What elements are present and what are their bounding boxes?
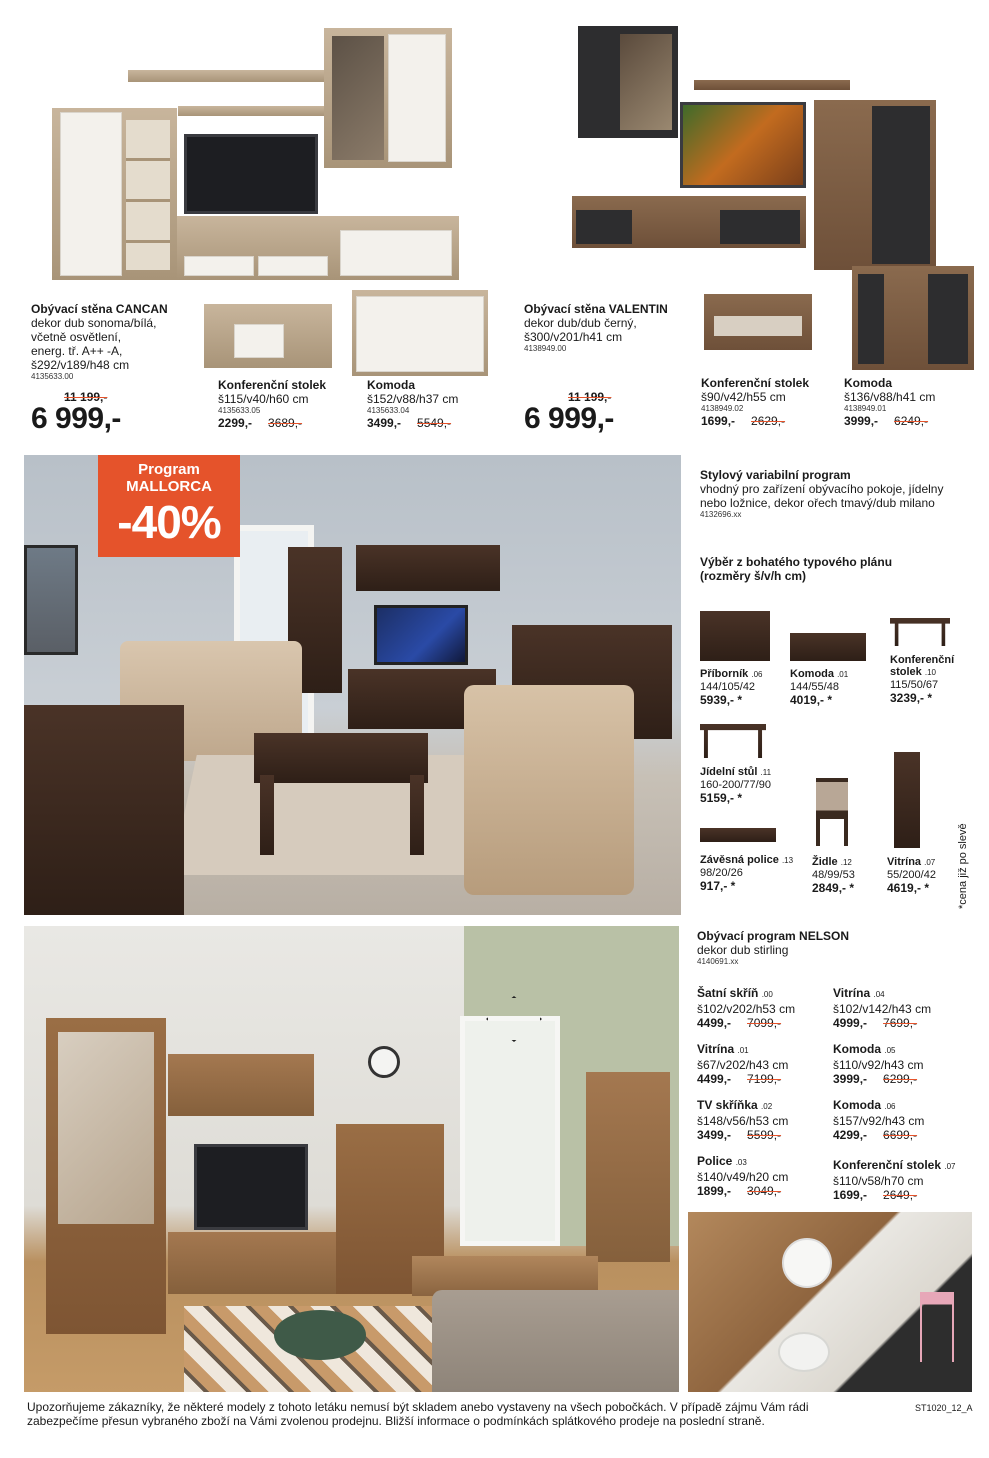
mallorca-coffee-table [254, 733, 428, 783]
valentin-wall-shelf [694, 80, 850, 90]
nelson-window [460, 1016, 560, 1246]
cancan-bench-door [340, 230, 452, 276]
cancan-code: 4135633.00 [31, 372, 74, 381]
valentin-table-name: Konferenční stolek [701, 376, 810, 390]
valentin-wall-image [570, 24, 970, 274]
cancan-table-price: 2299,- [218, 416, 253, 430]
cancan-desc-1: dekor dub sonoma/bílá, [31, 316, 157, 330]
mallorca-front-dresser [24, 705, 184, 915]
cancan-dresser-prices [367, 416, 507, 430]
mallorca-item-name: Židle .12 [812, 856, 852, 868]
cancan-wall-image [52, 20, 460, 282]
mallorca-item-price: 3239,- * [890, 691, 933, 705]
mallorca-item-1 [790, 668, 880, 707]
cancan-dresser-dims: š152/v88/h37 cm [367, 392, 459, 406]
mallorca-item-price: 5939,- * [700, 693, 743, 707]
mallorca-badge-line-1: Program [138, 461, 200, 478]
nelson-item-dims: š148/v56/h53 cm [697, 1114, 789, 1128]
valentin-table-prices [701, 414, 841, 428]
valentin-dresser-old-price: 6249,- [894, 414, 929, 428]
mallorca-table-leg-2 [410, 775, 424, 855]
mallorca-tv [374, 605, 468, 665]
cancan-left-door [60, 112, 122, 276]
nelson-pouf [274, 1310, 366, 1360]
cancan-table-name: Konferenční stolek [218, 378, 327, 392]
nelson-item-prices: 4499,- 7099,- [697, 1016, 782, 1030]
nelson-item-5 [833, 1098, 973, 1142]
nelson-item-prices: 4999,- 7699,- [833, 1016, 918, 1030]
nelson-item-prices: 3999,- 6299,- [833, 1072, 918, 1086]
mallorca-item-4 [700, 854, 810, 893]
nelson-detail-photo [688, 1212, 972, 1392]
mallorca-item-6 [887, 856, 957, 895]
nelson-desc: dekor dub stirling [697, 943, 789, 957]
cancan-table-old-price: 3689,- [268, 416, 303, 430]
nelson-tv [194, 1144, 308, 1230]
valentin-glass-door [620, 34, 672, 130]
mallorca-item-image-komoda [790, 633, 866, 661]
mallorca-item-image-stolek [890, 618, 950, 646]
nelson-item-prices: 3499,- 5599,- [697, 1128, 782, 1142]
valentin-table-shelf [714, 316, 802, 336]
mallorca-item-dims: 144/105/42 [700, 681, 756, 693]
nelson-item-name: Vitrína .01 [697, 1042, 749, 1056]
mallorca-item-dims: 160-200/77/90 [700, 779, 771, 791]
mallorca-item-dims: 98/20/26 [700, 867, 743, 879]
mallorca-item-price: 2849,- * [812, 881, 855, 895]
nelson-detail-bowls [778, 1332, 830, 1372]
mallorca-item-name: Vitrína .07 [887, 856, 936, 868]
mallorca-info [700, 468, 980, 520]
mallorca-item-name-2: stolek .10 [890, 666, 936, 678]
valentin-table-price: 1699,- [701, 414, 736, 428]
mallorca-item-dims: 48/99/53 [812, 869, 855, 881]
valentin-table-old-price: 2629,- [751, 414, 786, 428]
nelson-item-prices: 4299,- 6699,- [833, 1128, 918, 1142]
nelson-tv-bench [168, 1232, 352, 1294]
nelson-wall-clock [368, 1046, 400, 1078]
cancan-books [126, 120, 170, 270]
valentin-dresser-name: Komoda [844, 376, 892, 390]
nelson-item-dims: š110/v58/h70 cm [833, 1174, 924, 1188]
nelson-item-3 [833, 1042, 973, 1086]
nelson-sofa [432, 1290, 679, 1392]
mallorca-choose-1: Výběr z bohatého typového plánu [700, 555, 893, 569]
mallorca-item-image-zidle [816, 778, 848, 846]
mallorca-item-price: 917,- * [700, 879, 736, 893]
cancan-glass-door [332, 36, 384, 160]
cancan-table-info [218, 378, 358, 430]
mallorca-code: 4132696.xx [700, 510, 742, 519]
nelson-item-name: TV skříňka .02 [697, 1098, 773, 1112]
nelson-item-dims: š102/v142/h43 cm [833, 1002, 932, 1016]
mallorca-item-price: 5159,- * [700, 791, 743, 805]
valentin-price: 6 999,- [524, 402, 614, 435]
valentin-table-info [701, 376, 841, 428]
cancan-dresser-image [352, 290, 488, 376]
valentin-bench-door-1 [576, 210, 632, 244]
valentin-old-price: 11 199,- [568, 390, 612, 404]
nelson-item-dims: š140/v49/h20 cm [697, 1170, 789, 1184]
nelson-vitrina-left-glass [58, 1032, 154, 1224]
valentin-name: Obývací stěna VALENTIN [524, 302, 668, 316]
nelson-item-dims: š157/v92/h43 cm [833, 1114, 925, 1128]
footer-line-1: Upozorňujeme zákazníky, že některé modely z tohoto letáku nemusí být skladem anebo vystaveny na všech pobočkách. V případě zájmu Vám rádi [27, 1400, 809, 1414]
nelson-wardrobe [586, 1072, 670, 1262]
cancan-mid-shelf [178, 106, 328, 116]
mallorca-price-note: *cena již po slevě [957, 823, 969, 909]
nelson-room-photo [24, 926, 679, 1392]
mallorca-desc-1: vhodný pro zařízení obývacího pokoje, jídelny [700, 482, 944, 496]
nelson-code: 4140691.xx [697, 957, 739, 966]
mallorca-item-image-vitrina [894, 752, 920, 848]
valentin-dresser-door-1 [858, 274, 884, 364]
valentin-dresser-door-2 [928, 274, 968, 364]
valentin-dresser-code: 4138949.01 [844, 404, 887, 413]
mallorca-item-0 [700, 668, 790, 707]
cancan-cabinet-door [388, 34, 446, 162]
nelson-item-prices: 4499,- 7199,- [697, 1072, 782, 1086]
mallorca-item-name: Konferenční [890, 654, 955, 666]
valentin-dresser-prices [844, 414, 984, 428]
valentin-table-dims: š90/v42/h55 cm [701, 390, 786, 404]
cancan-dresser-old-price: 5549,- [417, 416, 452, 430]
mallorca-item-image-priborn [700, 611, 770, 661]
nelson-title: Obývací program NELSON [697, 929, 850, 943]
nelson-item-dims: š67/v202/h43 cm [697, 1058, 789, 1072]
mallorca-wall-picture [24, 545, 78, 655]
nelson-item-name: Komoda .05 [833, 1042, 896, 1056]
nelson-item-prices: 1899,- 3049,- [697, 1184, 782, 1198]
nelson-item-name: Vitrína .04 [833, 986, 885, 1000]
nelson-item-name: Police .03 [697, 1154, 747, 1168]
mallorca-choose-2: (rozměry š/v/h cm) [700, 569, 807, 583]
valentin-dresser-info [844, 376, 984, 428]
valentin-dresser-price: 3999,- [844, 414, 879, 428]
mallorca-item-price: 4019,- * [790, 693, 833, 707]
valentin-dresser-dims: š136/v88/h41 cm [844, 390, 936, 404]
nelson-item-name: Šatní skříň .00 [697, 986, 773, 1000]
cancan-dresser-info [367, 378, 507, 430]
mallorca-wall-shelf [356, 545, 500, 591]
valentin-bench-door-2 [720, 210, 800, 244]
cancan-tv [184, 134, 318, 214]
cancan-bench-drawer-1 [184, 256, 254, 276]
mallorca-badge-line-2: MALLORCA [126, 478, 212, 495]
valentin-code: 4138949.00 [524, 344, 567, 353]
mallorca-item-dims: 144/55/48 [790, 681, 839, 693]
nelson-item-dims: š110/v92/h43 cm [833, 1058, 924, 1072]
cancan-dresser-code: 4135633.04 [367, 406, 410, 415]
cancan-info [31, 302, 211, 382]
cancan-desc-3: energ. tř. A++ -A, [31, 344, 123, 358]
cancan-old-price: 11 199,- [64, 390, 108, 404]
valentin-dresser-image [852, 266, 974, 370]
mallorca-choose [700, 555, 980, 583]
footer-line-2: zabezpečíme přesun vybraného zboží na Vámi zvolenou prodejnu. Bližší informace o podmínkách splátkového prodeje na poslední straně. [27, 1414, 765, 1428]
valentin-info [524, 302, 704, 354]
mallorca-item-5 [812, 856, 882, 895]
valentin-desc-1: dekor dub/dub černý, [524, 316, 637, 330]
mallorca-item-2 [890, 654, 980, 705]
nelson-item-6 [697, 1154, 827, 1198]
cancan-dims: š292/v189/h48 cm [31, 358, 130, 372]
cancan-dresser-front [356, 296, 484, 372]
mallorca-badge-discount: -40% [117, 496, 221, 548]
mallorca-item-price: 4619,- * [887, 881, 930, 895]
cancan-price: 6 999,- [31, 402, 121, 435]
mallorca-armchair [464, 685, 634, 895]
mallorca-item-name: Závěsná police .13 [700, 854, 794, 866]
valentin-tall-cabinet-door [872, 106, 930, 264]
nelson-wall-shelf [168, 1054, 314, 1116]
mallorca-desc-2: nebo ložnice, dekor ořech tmavý/dub milano [700, 496, 935, 510]
cancan-table-code: 4135633.05 [218, 406, 261, 415]
valentin-dims: š300/v201/h41 cm [524, 330, 623, 344]
cancan-dresser-name: Komoda [367, 378, 415, 392]
mallorca-table-leg-1 [260, 775, 274, 855]
nelson-item-0 [697, 986, 827, 1030]
cancan-name: Obývací stěna CANCAN [31, 302, 168, 316]
cancan-table-image [204, 304, 332, 368]
footer-disclaimer [27, 1400, 887, 1428]
mallorca-title: Stylový variabilní program [700, 468, 851, 482]
nelson-item-2 [697, 1042, 827, 1086]
cancan-table-dims: š115/v40/h60 cm [218, 392, 309, 406]
nelson-item-1 [833, 986, 973, 1030]
valentin-tv [680, 102, 806, 188]
valentin-table-code: 4138949.02 [701, 404, 744, 413]
cancan-dresser-price: 3499,- [367, 416, 402, 430]
nelson-item-prices: 1699,- 2649,- [833, 1188, 918, 1202]
nelson-detail-stool [920, 1292, 954, 1362]
nelson-item-7 [833, 1158, 983, 1202]
cancan-table-prices [218, 416, 358, 430]
nelson-info [697, 929, 977, 967]
cancan-desc-2: včetně osvětlení, [31, 330, 122, 344]
nelson-item-dims: š102/v202/h53 cm [697, 1002, 796, 1016]
footer-page-code: ST1020_12_A [915, 1403, 973, 1413]
mallorca-item-image-police [700, 828, 776, 842]
valentin-table-image [704, 294, 812, 350]
nelson-item-name: Konferenční stolek .07 [833, 1158, 956, 1172]
mallorca-item-dims: 55/200/42 [887, 869, 936, 881]
mallorca-item-dims: 115/50/67 [890, 679, 939, 691]
mallorca-discount-badge [98, 455, 240, 557]
mallorca-item-name: Příborník .06 [700, 668, 763, 680]
mallorca-item-3 [700, 766, 800, 805]
cancan-bench-drawer-2 [258, 256, 328, 276]
cancan-top-shelf [128, 70, 328, 82]
cancan-table-drawer [234, 324, 284, 358]
mallorca-item-name: Komoda .01 [790, 668, 849, 680]
mallorca-item-name: Jídelní stůl .11 [700, 766, 772, 778]
nelson-item-name: Komoda .06 [833, 1098, 896, 1112]
nelson-detail-plates [782, 1238, 832, 1288]
mallorca-item-image-stul [700, 724, 766, 758]
nelson-item-4 [697, 1098, 827, 1142]
